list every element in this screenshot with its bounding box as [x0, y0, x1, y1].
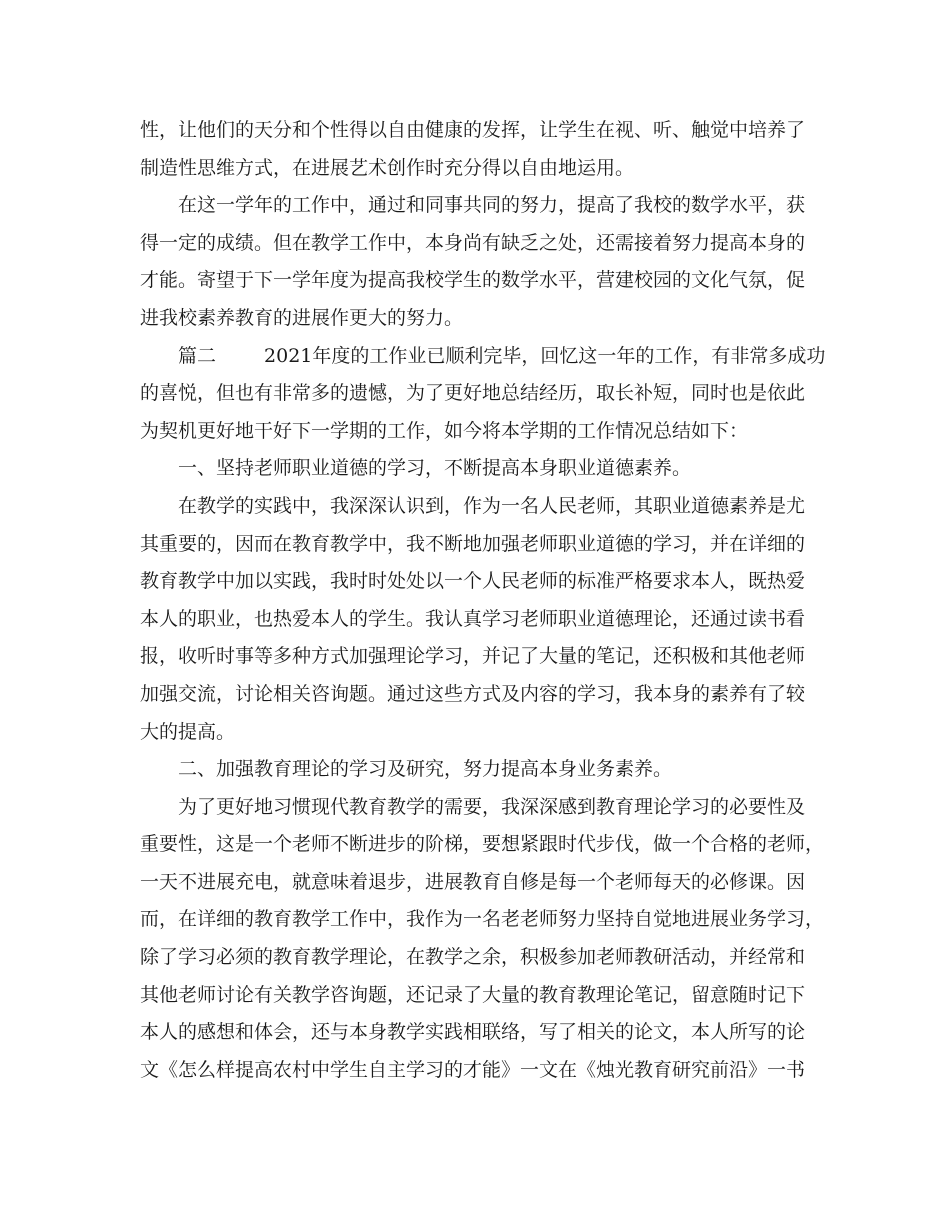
text-line: 在这一学年的工作中，通过和同事共同的努力，提高了我校的数学水平，获 [178, 194, 806, 217]
text-line: 进我校素养教育的进展作更大的努力。 [140, 306, 464, 329]
text-line: 教育教学中加以实践，我时时处处以一个人民老师的标准严格要求本人，既热爱 [140, 570, 806, 593]
section-heading-line [140, 338, 826, 376]
text-line: 制造性思维方式，在进展艺术创作时充分得以自由地运用。 [140, 156, 635, 179]
text-line: 其重要的，因而在教育教学中，我不断地加强老师职业道德的学习，并在详细的 [140, 532, 806, 555]
section-label: 篇二 [178, 344, 217, 367]
text-line: 得一定的成绩。但在教学工作中，本身尚有缺乏之处，还需接着努力提高本身的 [140, 231, 806, 254]
text-line: 在教学的实践中，我深深认识到，作为一名人民老师，其职业道德素养是尤 [178, 494, 806, 517]
text-line: 除了学习必须的教育教学理论，在教学之余，积极参加老师教研活动，并经常和 [140, 946, 806, 969]
text-line: 一天不进展充电，就意味着退步，进展教育自修是每一个老师每天的必修课。因 [140, 870, 806, 893]
text-line: 报，收听时事等多种方式加强理论学习，并记了大量的笔记，还积极和其他老师 [140, 645, 806, 668]
text-line: 文《怎么样提高农村中学生自主学习的才能》一文在《烛光教育研究前沿》一书 [140, 1058, 806, 1081]
text-line: 性，让他们的天分和个性得以自由健康的发挥，让学生在视、听、触觉中培养了 [140, 119, 806, 141]
text-line: 为契机更好地干好下一学期的工作，如今将本学期的工作情况总结如下： [140, 419, 749, 442]
text-line: 大的提高。 [140, 720, 236, 743]
text-line: 本人的感想和体会，还与本身教学实践相联络，写了相关的论文，本人所写的论 [140, 1021, 806, 1044]
text-line: 其他老师讨论有关教学咨询题，还记录了大量的教育教理论笔记，留意随时记下 [140, 983, 806, 1006]
text-line: 本人的职业，也热爱本人的学生。我认真学习老师职业道德理论，还通过读书看 [140, 607, 806, 630]
text-line: 重要性，这是一个老师不断进步的阶梯，要想紧跟时代步伐，做一个合格的老师， [140, 833, 825, 856]
text-line: 才能。寄望于下一学年度为提高我校学生的数学水平，营建校园的文化气氛，促 [140, 269, 806, 292]
text-line: 而，在详细的教育教学工作中，我作为一名老老师努力坚持自觉地进展业务学习， [140, 908, 825, 931]
text-line: 为了更好地习惯现代教育教学的需要，我深深感到教育理论学习的必要性及 [178, 795, 806, 818]
text-line: 2021年度的工作业已顺利完毕，回忆这一年的工作，有非常多成功 [264, 344, 826, 367]
text-line: 加强交流，讨论相关咨询题。通过这些方式及内容的学习，我本身的素养有了较 [140, 682, 806, 705]
text-line: 的喜悦，但也有非常多的遗憾，为了更好地总结经历，取长补短，同时也是依此 [140, 382, 806, 405]
subheading-line: 二、加强教育理论的学习及研究，努力提高本身业务素养。 [178, 758, 673, 781]
document-body [140, 112, 826, 1089]
subheading-line: 一、坚持老师职业道德的学习，不断提高本身职业道德素养。 [178, 457, 692, 480]
